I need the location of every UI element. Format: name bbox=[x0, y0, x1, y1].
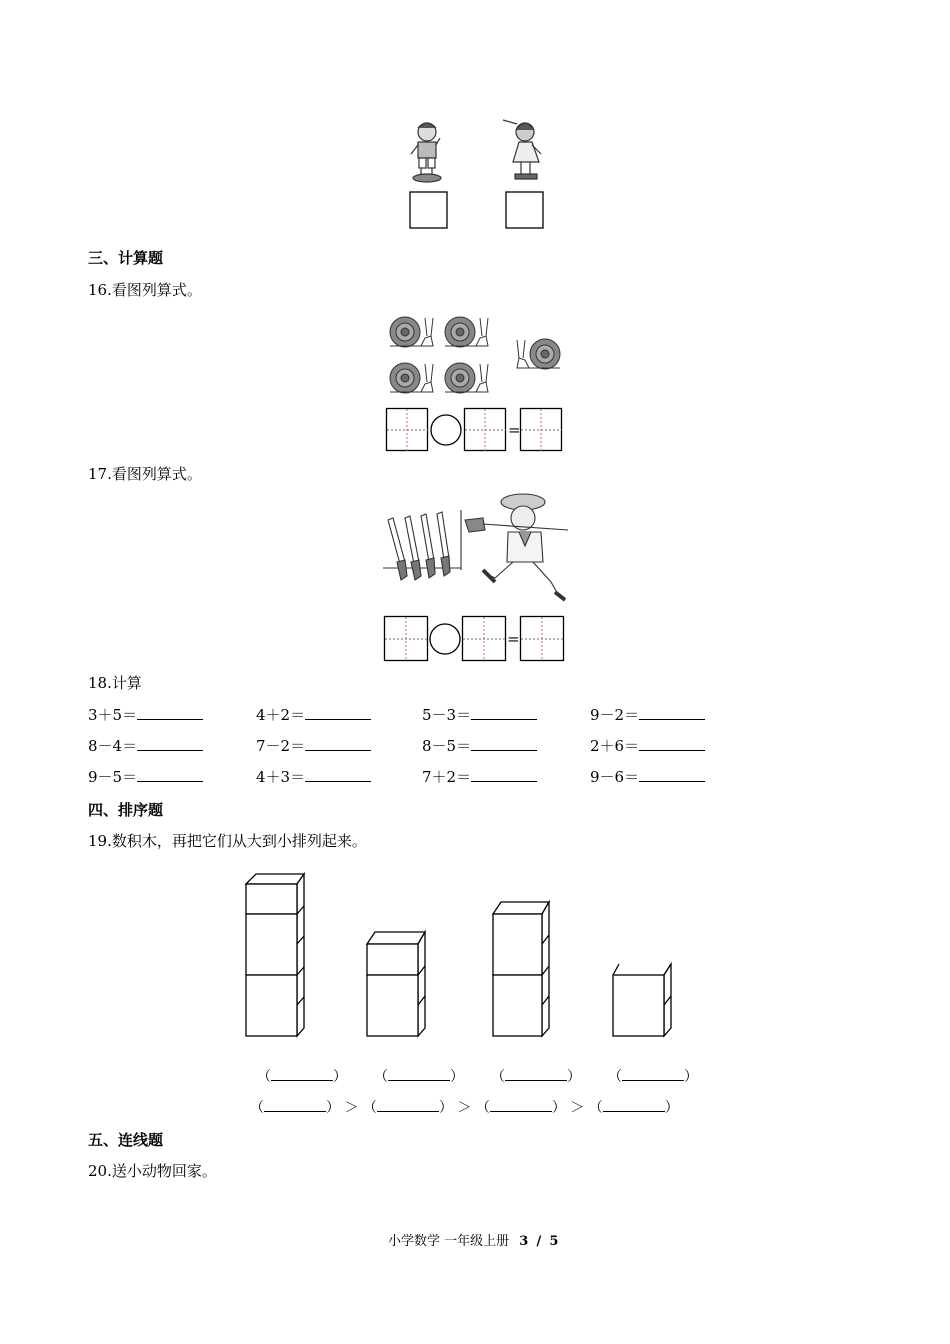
calc-item[interactable]: 9－5＝ bbox=[88, 766, 203, 787]
svg-text:=: = bbox=[508, 421, 521, 439]
calc-item[interactable]: 4＋2＝ bbox=[256, 704, 371, 725]
block-stacks-illustration bbox=[240, 868, 680, 1043]
footer-page: 3 bbox=[519, 1234, 529, 1249]
snail-icon bbox=[517, 339, 560, 369]
count-blank[interactable]: （ ） bbox=[491, 1069, 581, 1085]
question-19: 19.数积木，再把它们从大到小排列起来。 bbox=[88, 832, 367, 850]
greater-than-sign: ＞ bbox=[344, 1100, 359, 1116]
snail-icon bbox=[445, 363, 488, 393]
question-17: 17.看图列算式。 bbox=[88, 465, 202, 483]
question-20: 20.送小动物回家。 bbox=[88, 1162, 217, 1180]
greater-than-sign: ＞ bbox=[457, 1100, 472, 1116]
question-16: 16.看图列算式。 bbox=[88, 281, 202, 299]
calc-item[interactable]: 9－6＝ bbox=[590, 766, 705, 787]
calc-item[interactable]: 7＋2＝ bbox=[422, 766, 537, 787]
calc-item[interactable]: 2＋6＝ bbox=[590, 735, 705, 756]
footer-total: 5 bbox=[549, 1234, 559, 1249]
calc-item[interactable]: 5－3＝ bbox=[422, 704, 537, 725]
calc-item[interactable]: 4＋3＝ bbox=[256, 766, 371, 787]
snail-icon bbox=[445, 317, 488, 347]
svg-text:=: = bbox=[507, 630, 520, 648]
count-blank[interactable]: （ ） bbox=[374, 1069, 464, 1085]
boy-figure bbox=[411, 123, 441, 182]
block-stack-2 bbox=[367, 932, 425, 1036]
order-row[interactable]: （ ） ＞ （ ） ＞ （ ） ＞ （ ） bbox=[250, 1100, 679, 1116]
section-heading-sort: 四、排序题 bbox=[88, 801, 164, 819]
calc-item[interactable]: 9－2＝ bbox=[590, 704, 705, 725]
section-heading-match: 五、连线题 bbox=[88, 1131, 164, 1149]
answer-box bbox=[506, 192, 543, 228]
top-figure bbox=[395, 118, 555, 233]
footer-subject: 小学数学 一年级上册 bbox=[388, 1234, 510, 1249]
greater-than-sign: ＞ bbox=[570, 1100, 585, 1116]
count-blank[interactable]: （ ） bbox=[257, 1069, 347, 1085]
block-stack-1 bbox=[246, 874, 304, 1036]
page-footer bbox=[388, 1230, 558, 1249]
footer-sep: / bbox=[536, 1234, 542, 1249]
snails-illustration bbox=[385, 308, 575, 403]
girl-figure bbox=[503, 120, 541, 179]
shovels-boy-illustration bbox=[383, 490, 573, 605]
calc-item[interactable]: 8－5＝ bbox=[422, 735, 537, 756]
calc-item[interactable]: 8－4＝ bbox=[88, 735, 203, 756]
calc-item[interactable]: 7－2＝ bbox=[256, 735, 371, 756]
equation-boxes-17[interactable] bbox=[384, 616, 566, 662]
boy-carrying-shovel bbox=[465, 494, 568, 600]
equation-boxes-16[interactable] bbox=[386, 408, 566, 452]
block-stack-4 bbox=[613, 964, 671, 1036]
question-18: 18.计算 bbox=[88, 674, 142, 692]
block-stack-3 bbox=[493, 902, 549, 1036]
count-blank[interactable]: （ ） bbox=[608, 1069, 698, 1085]
section-heading-calc: 三、计算题 bbox=[88, 249, 164, 267]
boy-on-scale-illustration bbox=[395, 118, 555, 233]
calc-item[interactable]: 3＋5＝ bbox=[88, 704, 203, 725]
snail-icon bbox=[390, 317, 433, 347]
snail-icon bbox=[390, 363, 433, 393]
answer-box bbox=[410, 192, 447, 228]
